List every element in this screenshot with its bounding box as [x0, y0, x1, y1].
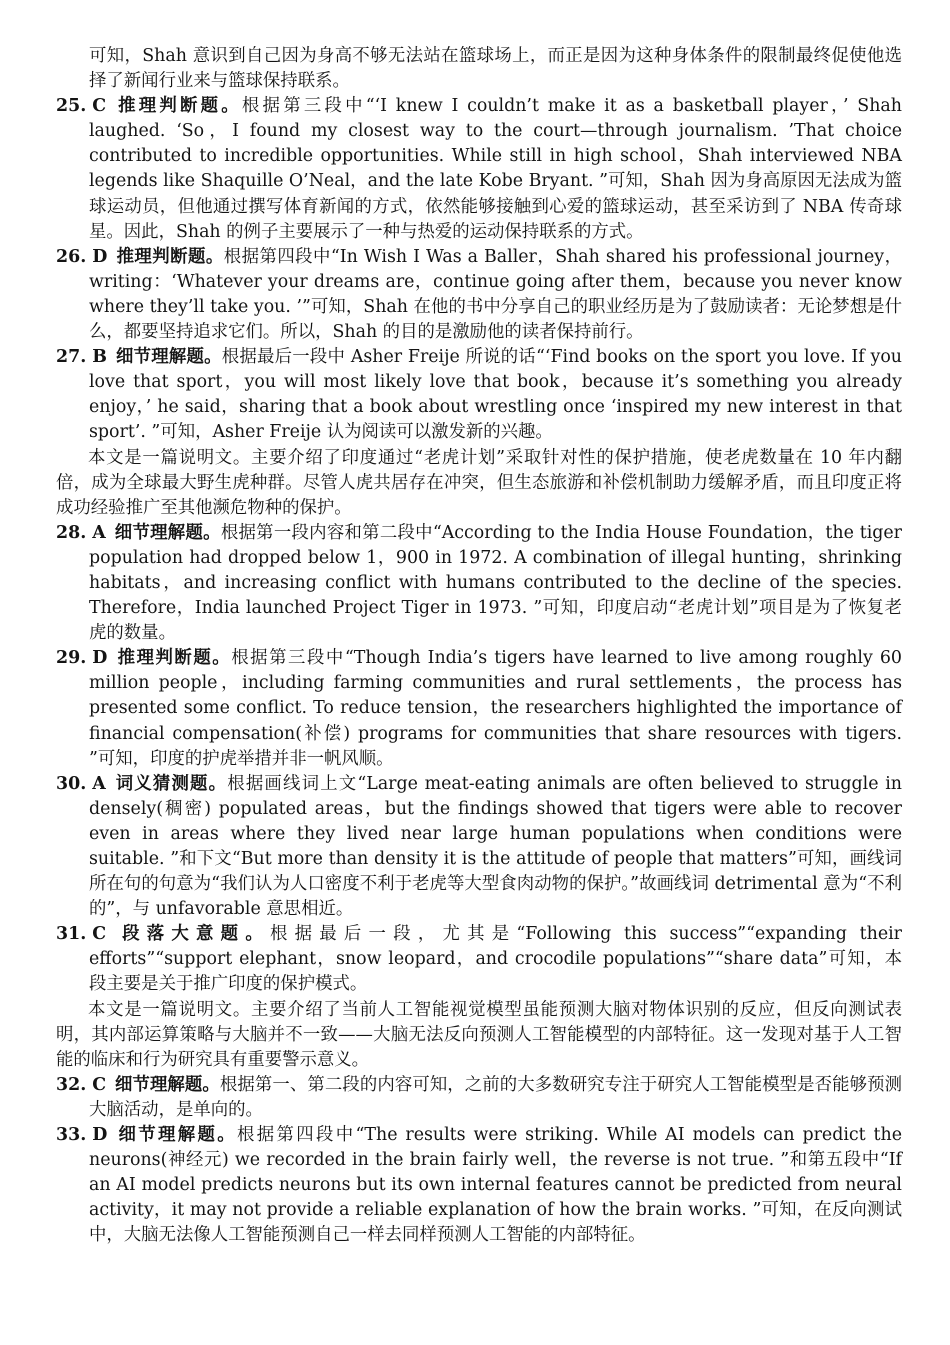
- answer-item-32: [56, 1073, 902, 1123]
- answer-item-29: [56, 646, 902, 771]
- question-type: 段落大意题。: [114, 924, 270, 945]
- question-type: 推理判断题。: [116, 246, 224, 267]
- question-type: 细节理解题。: [114, 1074, 220, 1095]
- question-number: 32. C: [56, 1074, 115, 1095]
- question-type: 细节理解题。: [114, 522, 221, 543]
- answer-item-27: [56, 345, 902, 445]
- question-type: 推理判断题。: [114, 96, 242, 117]
- explanation-text: 根据第三段中“‘I knew I couldn’t make it as a basketball player，’ Shah laughed. ‘So，I found my closest way to the court—through journalism. ’That choice contributed to incredible opportunities. While still in high school，Shah interviewed NBA legends like Shaquille O’Neal，and the late Kobe Bryant. ”可知，Shah 因为身高原因无法成为篮球运动员，但他通过撰写体育新闻的方式，依然能够接触到心爱的篮球运动，甚至采访到了 NBA 传奇球星。因此，Shah 的例子主要展示了一种与热爱的运动保持联系的方式。: [89, 96, 902, 242]
- answer-explanations-page: [56, 44, 902, 1249]
- question-type: 推理判断题。: [116, 648, 232, 669]
- explanation-text: 根据第一段内容和第二段中“According to the India House Foundation，the tiger population had dropped below 1，900 in 1972. A combination of illegal hunting，shrinking habitats，and increasing conflict with humans contributed to the decline of the species. Therefore，India launched Project Tiger in 1973. ”可知，印度启动“老虎计划”项目是为了恢复老虎的数量。: [89, 522, 902, 644]
- answer-item-31: [56, 922, 902, 997]
- question-type: 细节理解题。: [115, 347, 222, 368]
- question-number: 29. D: [56, 648, 117, 669]
- explanation-text: 根据第四段中“The results were striking. While AI models can predict the neurons(神经元) we recorded in the brain fairly well，the reverse is not true. ”和第五段中“If an AI model predicts neurons but its own internal features cannot be predicted from neural activity，it may not provide a reliable explanation of how the brain works. ”可知，在反向测试中，大脑无法像人工智能预测自己一样去同样预测人工智能的内部特征。: [89, 1125, 902, 1246]
- question-number: 26. D: [56, 246, 117, 267]
- explanation-text: 根据最后一段，尤其是“Following this success”“expanding their efforts”“support elephant，snow leopard，and crocodile populations”“share data”可知，本段主要是关于推广印度的保护模式。: [89, 924, 902, 995]
- question-number: 25. C: [56, 96, 115, 117]
- explanation-text: 根据第一、第二段的内容可知，之前的大多数研究专注于研究人工智能模型是否能够预测大脑活动，是单向的。: [89, 1074, 902, 1120]
- question-number: 31. C: [56, 924, 115, 945]
- answer-item-26: [56, 245, 902, 345]
- passage-summary: 本文是一篇说明文。主要介绍了印度通过“老虎计划”采取针对性的保护措施，使老虎数量在 10 年内翻倍，成为全球最大野生虎种群。尽管人虎共居存在冲突，但生态旅游和补偿机制助力缓解矛盾，而且印度正将成功经验推广至其他濒危物种的保护。: [56, 447, 902, 518]
- answer-item-30: [56, 772, 902, 923]
- answer-item-28: [56, 521, 902, 646]
- passage-summary: 本文是一篇说明文。主要介绍了当前人工智能视觉模型虽能预测大脑对物体识别的反应，但反向测试表明，其内部运算策略与大脑并不一致——大脑无法反向预测人工智能模型的内部特征。这一发现对基于人工智能的临床和行为研究具有重要警示意义。: [56, 999, 902, 1070]
- explanation-text: 根据第三段中“Though India’s tigers have learned to live among roughly 60 million people，including farming communities and rural settlements，the process has presented some conflict. To reduce tension，the researchers highlighted the importance of financial compensation(补偿) programs for communities that share resources with tigers. ”可知，印度的护虎举措并非一帆风顺。: [89, 648, 902, 769]
- explanation-text: 根据画线词上文“Large meat-eating animals are often believed to struggle in densely(稠密) populated areas，but the findings showed that tigers were able to recover even in areas where they lived near large human populations when conditions were suitable. ”和下文“But more than density it is the attitude of people that matters”可知，画线词所在句的句意为“我们认为人口密度不利于老虎等大型食肉动物的保护。”故画线词 detrimental 意为“不利的”，与 unfavorable 意思相近。: [89, 773, 902, 920]
- continuation-paragraph: 可知，Shah 意识到自己因为身高不够无法站在篮球场上，而正是因为这种身体条件的限制最终促使他选择了新闻行业来与篮球保持联系。: [89, 46, 902, 92]
- question-number: 27. B: [56, 347, 116, 368]
- answer-item-33: [56, 1123, 902, 1248]
- question-number: 30. A: [56, 773, 115, 794]
- question-number: 28. A: [56, 522, 115, 543]
- explanation-text: 根据第四段中“In Wish I Was a Baller，Shah shared his professional journey，writing：‘Whatever your dreams are，continue going after them，because you never know where they’ll take you. ’”可知，Shah 在他的书中分享自己的职业经历是为了鼓励读者：无论梦想是什么，都要坚持追求它们。所以，Shah 的目的是激励他的读者保持前行。: [89, 246, 902, 343]
- question-number: 33. D: [56, 1125, 117, 1146]
- explanation-text: 根据最后一段中 Asher Freije 所说的话“‘Find books on the sport you love. If you love that sport，you will most likely love that book，because it’s something you already enjoy，’ he said，sharing that a book about wrestling once ‘inspired my new interest in that sport’. ”可知，Asher Freije 认为阅读可以激发新的兴趣。: [89, 347, 902, 443]
- answer-item-25: [56, 94, 902, 245]
- question-type: 细节理解题。: [116, 1125, 237, 1146]
- question-type: 词义猜测题。: [114, 773, 228, 794]
